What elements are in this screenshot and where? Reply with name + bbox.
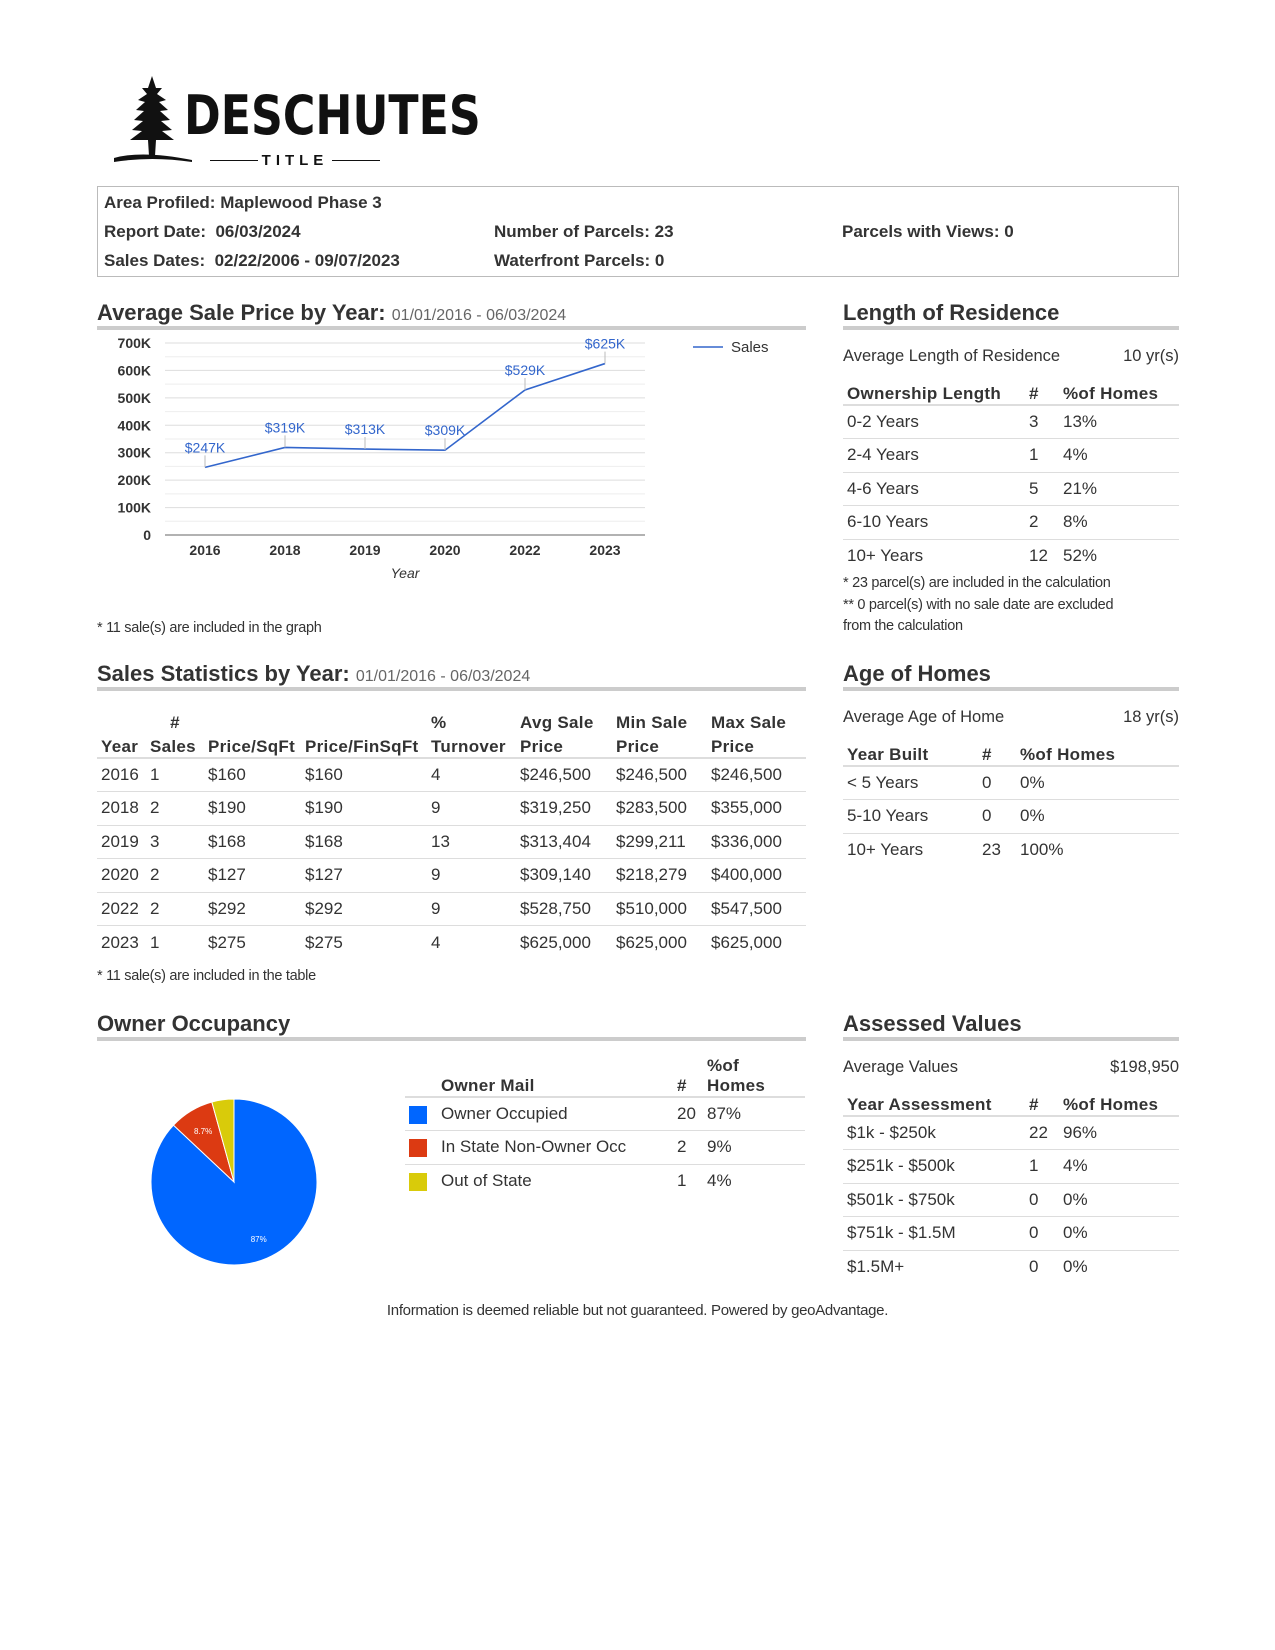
parcels-with-views: Parcels with Views: 0 xyxy=(842,222,1014,241)
table-cell: $501k - $750k xyxy=(843,1183,1025,1217)
stats-rule xyxy=(97,687,806,691)
assessed-row xyxy=(843,1116,1179,1150)
table-cell: $218,279 xyxy=(612,859,707,893)
age-row xyxy=(843,833,1179,867)
legend-swatch xyxy=(409,1139,427,1157)
stats-row xyxy=(97,926,806,960)
table-cell: 0% xyxy=(1059,1183,1179,1217)
avg-price-note: * 11 sale(s) are included in the graph xyxy=(97,620,322,636)
table-cell: 2 xyxy=(146,859,204,893)
residence-row xyxy=(843,539,1179,573)
sales-statistics-table xyxy=(97,708,806,959)
table-cell: $547,500 xyxy=(707,892,806,926)
y-tick-label: 700K xyxy=(117,335,151,351)
y-tick-label: 500K xyxy=(117,389,151,406)
legend-swatch xyxy=(409,1173,427,1191)
table-cell: 0% xyxy=(1016,766,1179,800)
column-header-bottom: Price/FinSqFt xyxy=(305,737,419,756)
table-cell: $625,000 xyxy=(612,926,707,960)
column-header-top xyxy=(208,713,297,737)
stats-row xyxy=(97,825,806,859)
table-cell: $275 xyxy=(301,926,427,960)
assessed-table xyxy=(843,1082,1179,1284)
table-cell: $309,140 xyxy=(516,859,612,893)
table-cell: Out of State xyxy=(437,1164,673,1198)
table-cell: $319,250 xyxy=(516,792,612,826)
y-tick-label: 0 xyxy=(143,527,151,543)
residence-note-3: from the calculation xyxy=(843,618,963,634)
table-cell: $160 xyxy=(204,758,301,792)
table-cell: $275 xyxy=(204,926,301,960)
stats-row xyxy=(97,859,806,893)
table-cell: 22 xyxy=(1025,1116,1059,1150)
x-tick-label: 2020 xyxy=(429,542,461,558)
table-cell: 4% xyxy=(703,1164,805,1198)
footer-disclaimer: Information is deemed reliable but not guaranteed. Powered by geoAdvantage. xyxy=(386,1302,889,1319)
assessed-row xyxy=(843,1217,1179,1251)
x-tick-label: 2019 xyxy=(349,542,381,558)
occupancy-row xyxy=(405,1097,805,1131)
table-cell: $160 xyxy=(301,758,427,792)
column-header-bottom: Turnover xyxy=(431,737,506,756)
table-cell: 4% xyxy=(1059,1150,1179,1184)
age-row xyxy=(843,800,1179,834)
table-cell: 1 xyxy=(1025,1150,1059,1184)
occupancy-title: Owner Occupancy xyxy=(97,1011,291,1036)
x-tick-label: 2023 xyxy=(589,542,621,558)
y-tick-label: 100K xyxy=(117,499,151,516)
assessed-row xyxy=(843,1150,1179,1184)
column-header: %of Homes xyxy=(1016,732,1179,766)
avg-price-rule xyxy=(97,326,806,330)
x-tick-label: 2016 xyxy=(189,542,221,558)
assessed-average: Average Values $198,950 xyxy=(843,1058,1179,1076)
column-header xyxy=(516,708,612,758)
assessed-row xyxy=(843,1250,1179,1284)
table-cell: 13 xyxy=(427,825,516,859)
table-cell: 9 xyxy=(427,859,516,893)
company-logo xyxy=(112,74,481,169)
table-cell: 0-2 Years xyxy=(843,405,1025,439)
table-cell: 1 xyxy=(673,1164,703,1198)
table-cell: $292 xyxy=(204,892,301,926)
data-label: $625K xyxy=(584,335,626,352)
y-tick-label: 400K xyxy=(117,417,151,434)
data-label: $529K xyxy=(504,361,546,378)
table-cell: $336,000 xyxy=(707,825,806,859)
table-cell: 2 xyxy=(1025,506,1059,540)
age-title: Age of Homes xyxy=(843,661,991,686)
table-cell: $246,500 xyxy=(612,758,707,792)
data-label: $309K xyxy=(424,422,466,439)
table-cell: 3 xyxy=(1025,405,1059,439)
owner-occupancy-pie-chart xyxy=(134,1082,334,1282)
table-cell: $299,211 xyxy=(612,825,707,859)
table-cell: 0% xyxy=(1059,1217,1179,1251)
column-header: Year Assessment xyxy=(843,1082,1025,1116)
stats-row xyxy=(97,792,806,826)
table-header-row xyxy=(405,1056,805,1097)
table-cell: $190 xyxy=(301,792,427,826)
age-table xyxy=(843,732,1179,867)
table-cell: $528,750 xyxy=(516,892,612,926)
assessed-row xyxy=(843,1183,1179,1217)
column-header-bottom: Price xyxy=(616,737,660,756)
table-cell: $400,000 xyxy=(707,859,806,893)
legend-swatch-cell xyxy=(405,1131,437,1165)
y-tick-label: 300K xyxy=(117,444,151,461)
data-label: $319K xyxy=(264,419,306,436)
table-cell: 6-10 Years xyxy=(843,506,1025,540)
table-cell: $625,000 xyxy=(707,926,806,960)
column-header: %of Homes xyxy=(1059,371,1179,405)
pie-slice-label: 87% xyxy=(250,1235,267,1245)
residence-table xyxy=(843,371,1179,573)
table-cell: $283,500 xyxy=(612,792,707,826)
column-header-top: Max Sale xyxy=(711,713,787,732)
table-cell: 4 xyxy=(427,926,516,960)
table-cell: 8% xyxy=(1059,506,1179,540)
residence-average: Average Length of Residence 10 yr(s) xyxy=(843,347,1179,365)
logo-wordmark: DESCHUTES xyxy=(184,84,481,147)
column-header-bottom: Year xyxy=(101,737,139,756)
column-header-top: Avg Sale xyxy=(520,713,594,732)
table-cell: In State Non-Owner Occ xyxy=(437,1131,673,1165)
avg-price-line-chart xyxy=(97,335,806,615)
report-date: Report Date: 06/03/2024 xyxy=(104,222,301,241)
legend-swatch xyxy=(409,1106,427,1124)
column-header xyxy=(204,708,301,758)
residence-title: Length of Residence xyxy=(843,300,1060,325)
column-header xyxy=(612,708,707,758)
legend-label: Sales xyxy=(731,339,769,356)
legend-swatch-cell xyxy=(405,1164,437,1198)
table-cell: 5 xyxy=(1025,472,1059,506)
table-cell: 1 xyxy=(146,758,204,792)
column-header: # xyxy=(1025,1082,1059,1116)
table-cell: $510,000 xyxy=(612,892,707,926)
table-cell: 20 xyxy=(673,1097,703,1131)
table-cell: 12 xyxy=(1025,539,1059,573)
table-cell: 2 xyxy=(673,1131,703,1165)
table-cell: 0% xyxy=(1059,1250,1179,1284)
legend-swatch-cell xyxy=(405,1097,437,1131)
column-header: # xyxy=(1025,371,1059,405)
column-header: Ownership Length xyxy=(843,371,1025,405)
table-cell: 4% xyxy=(1059,439,1179,473)
y-tick-label: 200K xyxy=(117,472,151,489)
table-cell: $1k - $250k xyxy=(843,1116,1025,1150)
occupancy-row xyxy=(405,1164,805,1198)
column-header-top xyxy=(101,713,142,737)
table-cell: < 5 Years xyxy=(843,766,978,800)
table-cell: 52% xyxy=(1059,539,1179,573)
column-header: %of Homes xyxy=(1059,1082,1179,1116)
column-header-bottom: Price xyxy=(711,737,755,756)
table-cell: 1 xyxy=(146,926,204,960)
table-cell: 9% xyxy=(703,1131,805,1165)
table-cell: 2019 xyxy=(97,825,146,859)
column-header-top xyxy=(305,713,423,737)
table-cell: Owner Occupied xyxy=(437,1097,673,1131)
residence-note-1: * 23 parcel(s) are included in the calculation xyxy=(843,575,1111,591)
column-header-bottom: Price/SqFt xyxy=(208,737,296,756)
table-cell: 100% xyxy=(1016,833,1179,867)
waterfront-parcels: Waterfront Parcels: 0 xyxy=(494,251,665,270)
column-header: %of Homes xyxy=(703,1056,805,1097)
stats-row xyxy=(97,758,806,792)
table-cell: 4-6 Years xyxy=(843,472,1025,506)
table-cell: 2016 xyxy=(97,758,146,792)
table-cell: 9 xyxy=(427,792,516,826)
sales-dates: Sales Dates: 02/22/2006 - 09/07/2023 xyxy=(104,251,400,270)
number-of-parcels: Number of Parcels: 23 xyxy=(494,222,674,241)
column-header-top: Min Sale xyxy=(616,713,688,732)
area-profiled: Area Profiled: Maplewood Phase 3 xyxy=(104,193,382,212)
occupancy-rule xyxy=(97,1037,806,1041)
column-header: Year Built xyxy=(843,732,978,766)
area-info-box xyxy=(97,186,1179,277)
table-cell: 4 xyxy=(427,758,516,792)
table-cell: 0 xyxy=(978,800,1016,834)
age-rule xyxy=(843,687,1179,691)
table-cell: $292 xyxy=(301,892,427,926)
age-row xyxy=(843,766,1179,800)
table-cell: $168 xyxy=(301,825,427,859)
column-header-bottom: Price xyxy=(520,737,564,756)
table-cell: 0 xyxy=(1025,1250,1059,1284)
stats-title: Sales Statistics by Year: 01/01/2016 - 06/03/2024 xyxy=(97,661,531,686)
column-header xyxy=(301,708,427,758)
table-cell: 2023 xyxy=(97,926,146,960)
table-cell: $251k - $500k xyxy=(843,1150,1025,1184)
column-header-top: % xyxy=(431,713,447,732)
table-cell: 87% xyxy=(703,1097,805,1131)
residence-row xyxy=(843,439,1179,473)
table-cell: $1.5M+ xyxy=(843,1250,1025,1284)
x-tick-label: 2018 xyxy=(269,542,301,558)
column-header: # xyxy=(673,1056,703,1097)
table-cell: 10+ Years xyxy=(843,833,978,867)
table-cell: $190 xyxy=(204,792,301,826)
table-cell: 5-10 Years xyxy=(843,800,978,834)
table-cell: 9 xyxy=(427,892,516,926)
data-label: $313K xyxy=(344,421,386,438)
age-average: Average Age of Home 18 yr(s) xyxy=(843,708,1179,726)
table-cell: 0 xyxy=(1025,1183,1059,1217)
avg-price-title: Average Sale Price by Year: 01/01/2016 - 06/03/2024 xyxy=(97,300,567,325)
column-header-bottom: Sales xyxy=(150,737,196,756)
assessed-rule xyxy=(843,1037,1179,1041)
table-cell: $751k - $1.5M xyxy=(843,1217,1025,1251)
residence-row xyxy=(843,472,1179,506)
table-cell: $168 xyxy=(204,825,301,859)
table-header-row xyxy=(97,708,806,758)
y-tick-label: 600K xyxy=(117,362,151,379)
stats-row xyxy=(97,892,806,926)
column-header xyxy=(146,708,204,758)
table-cell: $246,500 xyxy=(707,758,806,792)
table-cell: 0 xyxy=(978,766,1016,800)
table-cell: $355,000 xyxy=(707,792,806,826)
series-line xyxy=(205,361,605,468)
table-cell: 1 xyxy=(1025,439,1059,473)
table-cell: 2 xyxy=(146,792,204,826)
table-cell: 3 xyxy=(146,825,204,859)
x-axis-label: Year xyxy=(390,565,420,581)
column-header: Owner Mail xyxy=(437,1056,673,1097)
table-cell: $127 xyxy=(204,859,301,893)
table-header-row xyxy=(843,1082,1179,1116)
table-cell: 2020 xyxy=(97,859,146,893)
table-cell: 23 xyxy=(978,833,1016,867)
column-header xyxy=(97,708,146,758)
table-cell: $313,404 xyxy=(516,825,612,859)
column-header xyxy=(427,708,516,758)
occupancy-row xyxy=(405,1131,805,1165)
table-cell: $127 xyxy=(301,859,427,893)
column-header-top: # xyxy=(170,713,180,732)
residence-note-2: ** 0 parcel(s) with no sale date are excluded xyxy=(843,597,1114,613)
column-header xyxy=(707,708,806,758)
swatch-header xyxy=(405,1056,437,1097)
tree-icon xyxy=(112,74,194,166)
stats-note: * 11 sale(s) are included in the table xyxy=(97,968,316,984)
pie-slice-label: 8.7% xyxy=(193,1126,213,1136)
table-cell: 2018 xyxy=(97,792,146,826)
table-header-row xyxy=(843,371,1179,405)
table-cell: $625,000 xyxy=(516,926,612,960)
assessed-title: Assessed Values xyxy=(843,1011,1022,1036)
residence-row xyxy=(843,405,1179,439)
table-cell: 13% xyxy=(1059,405,1179,439)
table-cell: 2022 xyxy=(97,892,146,926)
residence-row xyxy=(843,506,1179,540)
table-cell: 21% xyxy=(1059,472,1179,506)
table-cell: 2 xyxy=(146,892,204,926)
table-cell: 0% xyxy=(1016,800,1179,834)
residence-rule xyxy=(843,326,1179,330)
data-label: $247K xyxy=(184,439,226,456)
table-cell: 10+ Years xyxy=(843,539,1025,573)
table-cell: 96% xyxy=(1059,1116,1179,1150)
column-header: # xyxy=(978,732,1016,766)
table-cell: 2-4 Years xyxy=(843,439,1025,473)
table-cell: 0 xyxy=(1025,1217,1059,1251)
logo-subtitle: TITLE xyxy=(210,152,380,169)
table-cell: $246,500 xyxy=(516,758,612,792)
x-tick-label: 2022 xyxy=(509,542,541,558)
occupancy-table xyxy=(405,1056,805,1198)
table-header-row xyxy=(843,732,1179,766)
